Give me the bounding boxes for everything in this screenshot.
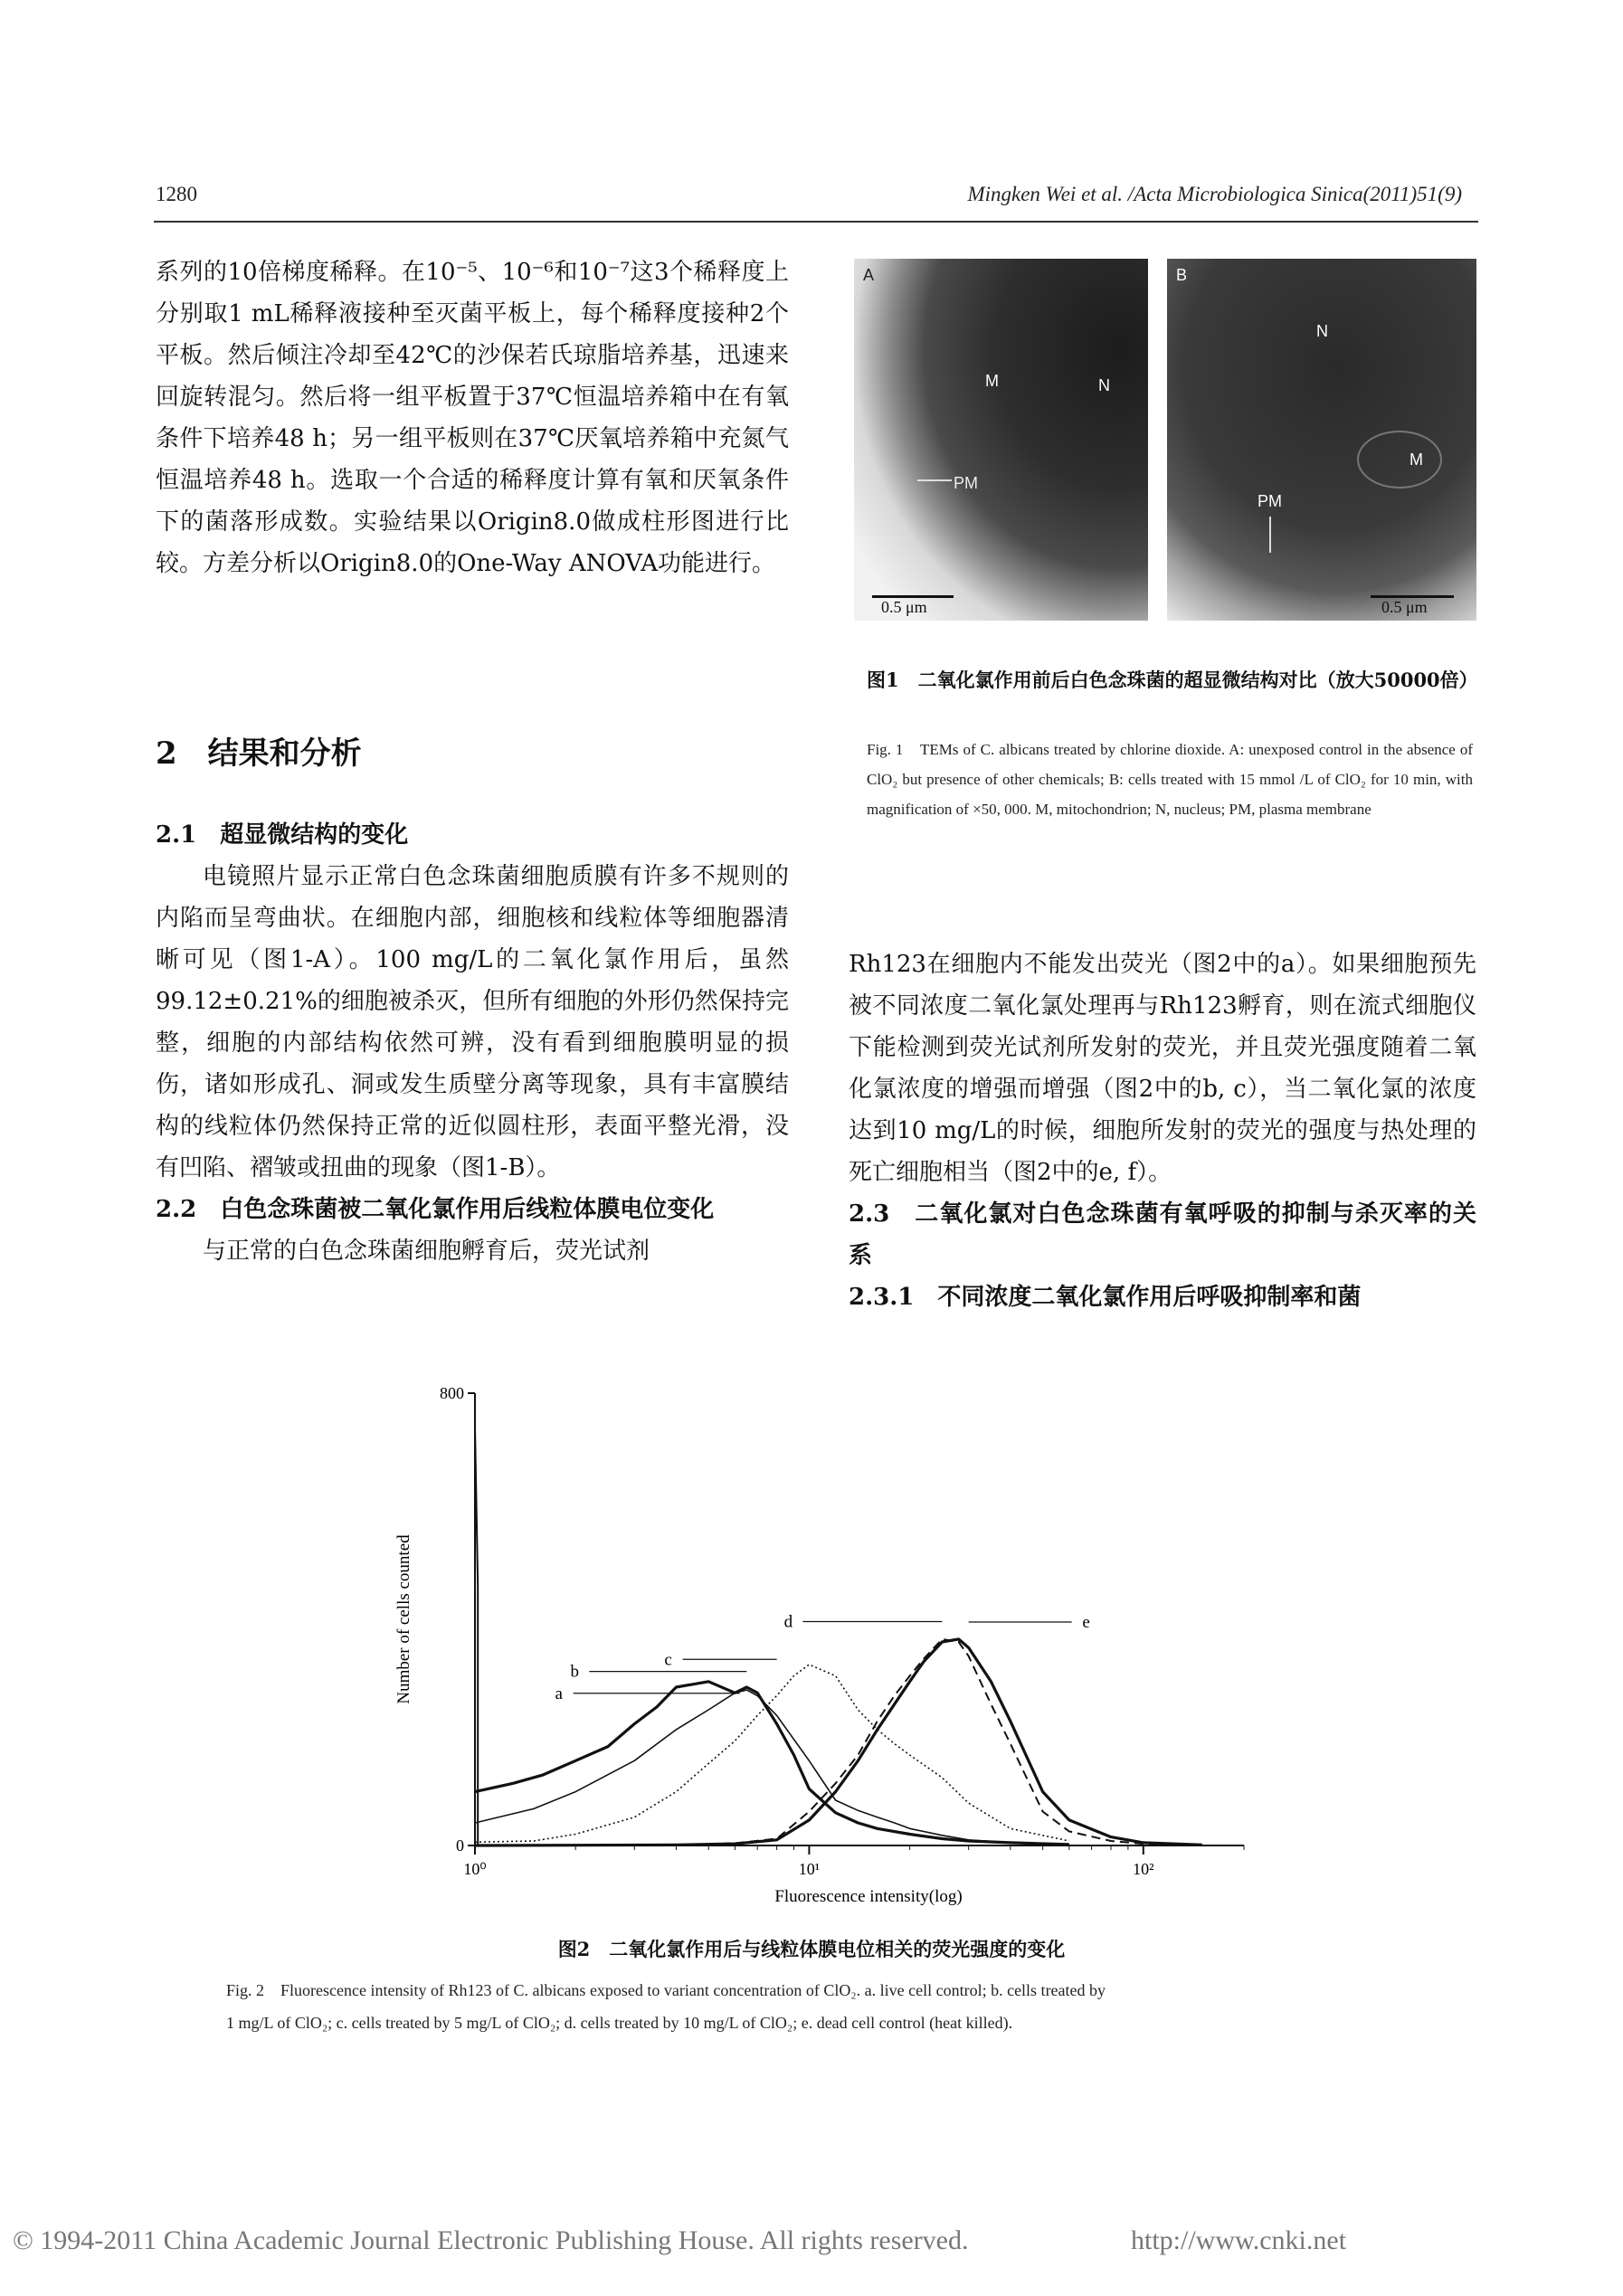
series-spike [475, 1428, 478, 1846]
panel-letter-a: A [863, 266, 875, 284]
y-tick-label: 0 [456, 1836, 464, 1855]
figure1-caption-en: Fig. 1 TEMs of C. albicans treated by chlorine dioxide. A: unexposed control in the absence of ClO₂ but presence of other chemicals; B: cells treated with 15 mmol /L of ClO₂ for 10 min, with magnification of ×50, 000. M, mitochondrion; N, nucleus; PM, plasma membrane [867, 741, 1473, 818]
left-column-top [156, 251, 789, 584]
label-nucleus-a: N [1098, 376, 1110, 394]
header-rule [154, 221, 1478, 223]
y-axis-label: Number of cells counted [394, 1534, 413, 1704]
figure2-chart [362, 1375, 1267, 1909]
x-tick-label: 10² [1133, 1860, 1154, 1878]
y-tick-label: 800 [440, 1384, 464, 1402]
panel-letter-b: B [1176, 266, 1188, 284]
arrow-pm-b [1269, 517, 1271, 553]
series-label-b: b [570, 1662, 580, 1682]
section-title: 2 结果和分析 [156, 735, 362, 772]
paragraph-rh123: Rh123在细胞内不能发出荧光（图2中的a）。如果细胞预先被不同浓度二氧化氯处理再与Rh123孵育，则在流式细胞仪下能检测到荧光试剂所发射的荧光，并且荧光强度随着二氧化氯浓度的增强而增强（图2中的b, c），当二氧化氯的浓度达到10 mg/L的时候，细胞所发射的荧光的强度与热处理的死亡细胞相当（图2中的e, f）。 [849, 951, 1476, 1186]
x-tick-label: 10⁰ [463, 1860, 487, 1878]
subsection-2-3-1: 2.3.1 不同浓度二氧化氯作用后呼吸抑制率和菌 [849, 1284, 1362, 1311]
arrow-pm-a [917, 479, 952, 481]
figure2-caption-en-1: Fig. 2 Fluorescence intensity of Rh123 of C. albicans exposed to variant concentration of ClO₂. a. live cell control; b. cells treated by [226, 1981, 1106, 1999]
tem-panel-b [1167, 259, 1476, 621]
scale-label-a: 0.5 μm [881, 598, 927, 616]
x-axis-label: Fluorescence intensity(log) [774, 1887, 963, 1906]
figure2-caption-cn: 图2 二氧化氯作用后与线粒体膜电位相关的荧光强度的变化 [557, 1938, 1066, 1960]
label-mitochondrion-b: M [1409, 451, 1423, 469]
subsection-2-3: 2.3 二氧化氯对白色念珠菌有氧呼吸的抑制与杀灭率的关系 [849, 1200, 1476, 1269]
series-line-c [475, 1662, 1069, 1842]
right-column-text [849, 944, 1476, 1318]
footer-copyright: © 1994-2011 China Academic Journal Electronic Publishing House. All rights reserved. [13, 2225, 969, 2255]
journal-header: Mingken Wei et al. /Acta Microbiologica Sinica(2011)51(9) [967, 183, 1462, 205]
label-plasma-membrane-a: PM [954, 474, 978, 492]
series-label-d: d [783, 1612, 793, 1632]
label-mitochondrion-a: M [985, 372, 999, 390]
subsection-2-1: 2.1 超显微结构的变化 [156, 821, 409, 849]
left-column-results [156, 814, 789, 1272]
mitochondrion-outline-b [1357, 431, 1442, 489]
series-label-c: c [664, 1650, 672, 1670]
series-label-e: e [1082, 1613, 1090, 1632]
tem-panel-a [854, 259, 1148, 621]
paragraph-methods: 系列的10倍梯度稀释。在10⁻⁵、10⁻⁶和10⁻⁷这3个稀释度上分别取1 mL稀释液接种至灭菌平板上，每个稀释度接种2个平板。然后倾注冷却至42℃的沙保若氏琼脂培养基，迅速来回旋转混匀。然后将一组平板置于37℃恒温培养箱中在有氧条件下培养48 h；另一组平板则在37℃厌氧培养箱中充氮气恒温培养48 h。选取一个合适的稀释度计算有氧和厌氧条件下的菌落形成数。实验结果以Origin8.0做成柱形图进行比较。方差分析以Origin8.0的One-Way ANOVA功能进行。 [156, 259, 789, 577]
figure1-caption-cn: 图1 二氧化氯作用前后白色念珠菌的超显微结构对比（放大50000倍） [867, 669, 1478, 691]
series-line-a [475, 1682, 1069, 1845]
figure2-caption-en-2: 1 mg/L of ClO₂; c. cells treated by 5 mg/L of ClO₂; d. cells treated by 10 mg/L of ClO₂; e. dead cell control (heat killed). [226, 2014, 1013, 2032]
series-label-a: a [555, 1684, 563, 1703]
x-tick-label: 10¹ [798, 1860, 821, 1878]
label-nucleus-b: N [1316, 322, 1328, 340]
label-plasma-membrane-b: PM [1258, 492, 1282, 510]
page-number: 1280 [156, 183, 197, 205]
subsection-2-2: 2.2 白色念珠菌被二氧化氯作用后线粒体膜电位变化 [156, 1196, 715, 1223]
scale-label-b: 0.5 μm [1381, 598, 1428, 616]
footer-url: http://www.cnki.net [1131, 2225, 1347, 2255]
paragraph-2-2: 与正常的白色念珠菌细胞孵育后，荧光试剂 [203, 1238, 650, 1265]
paragraph-2-1: 电镜照片显示正常白色念珠菌细胞质膜有许多不规则的内陷而呈弯曲状。在细胞内部，细胞核和线粒体等细胞器清晰可见（图1-A）。100 mg/L的二氧化氯作用后，虽然99.12±0.21%的细胞被杀灭，但所有细胞的外形仍然保持完整，细胞的内部结构依然可辨，没有看到细胞膜明显的损伤，诸如形成孔、洞或发生质壁分离等现象，具有丰富膜结构的线粒体仍然保持正常的近似圆柱形，表面平整光滑，没有凹陷、褶皱或扭曲的现象（图1-B）。 [156, 863, 789, 1181]
